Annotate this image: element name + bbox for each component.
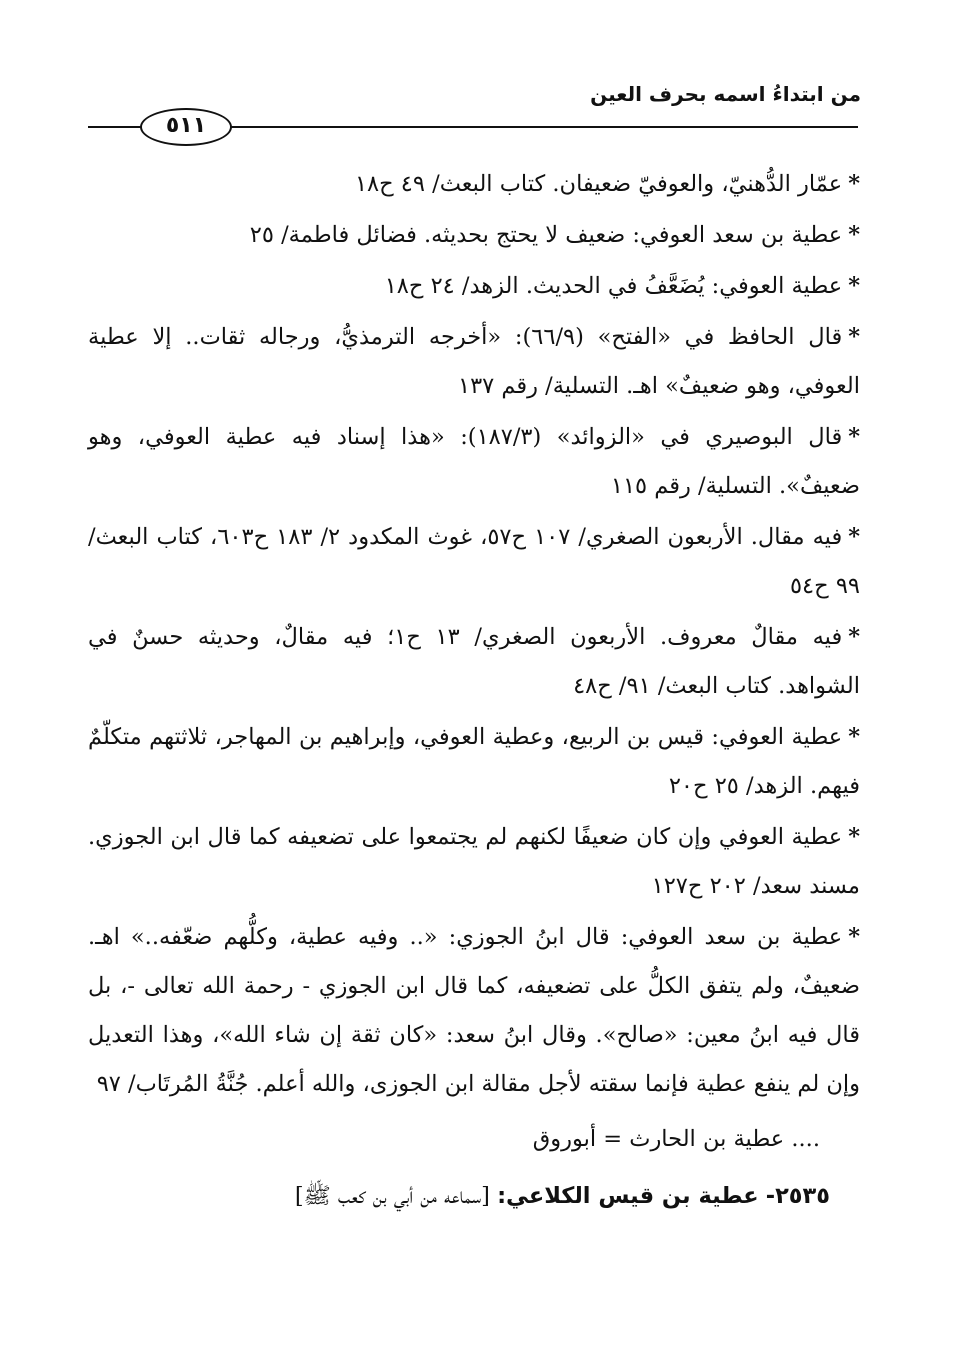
running-header-title: من ابتداءُ اسمه بحرف العين	[590, 82, 861, 106]
bullet-star: *	[848, 424, 860, 450]
entry-2	[88, 262, 860, 311]
entry-text: عطية بن سعد العوفي: ضعيف لا يحتج بحديثه. فضائل فاطمة/ ٢٥	[249, 222, 843, 248]
bullet-star: *	[848, 171, 860, 197]
bullet-star: *	[848, 273, 860, 299]
bullet-star: *	[848, 724, 860, 750]
entry-8	[88, 813, 860, 911]
entry-5	[88, 513, 860, 611]
entry-text: قال البوصيري في «الزوائد» (١٨٧/٣): «هذا إسناد فيه عطية العوفي، وهو ضعيفٌ». التسلية/ رقم ١١٥	[88, 424, 860, 499]
entry-text: عطية بن سعد العوفي: قال ابنُ الجوزي: «.. وفيه عطية، وكلُّهم ضعّفه..» اهـ. ضعيفٌ، ولم يتفق الكلُّ على تضعيفه، كما قال ابن الجوزي - رحمة الله تعالى -، بل قال فيه ابنُ معين: «صالح». وقال ابنُ سعد: «كان ثقة إن شاء الله»، وهذا التعديل وإن لم ينفع عطية فإنما سقته لأجل مقالة ابن الجوزى، والله أعلم. جُنَّةُ المُرتَاب/ ٩٧	[88, 924, 860, 1097]
next-entry	[88, 1172, 860, 1221]
page-number-badge: ٥١١	[140, 108, 232, 146]
cross-reference: .... عطية بن الحارث = أبوروق	[532, 1126, 820, 1152]
entry-note: [سماعه من أبي بن كعب ﷺ]	[294, 1183, 490, 1209]
bullet-star: *	[848, 222, 860, 248]
entry-4	[88, 413, 860, 511]
entry-6	[88, 613, 860, 711]
bullet-star: *	[848, 924, 860, 950]
bullet-star: *	[848, 624, 860, 650]
entry-7	[88, 713, 860, 811]
entry-text: قال الحافظ في «الفتح» (٦٦/٩): «أخرجه الترمذيُّ، ورجاله ثقات.. إلا عطية العوفي، وهو ضعيفٌ» اهـ. التسلية/ رقم ١٣٧	[88, 324, 860, 399]
entry-0	[88, 160, 860, 209]
entry-text: عطية العوفي وإن كان ضعيفًا لكنهم لم يجتمعوا على تضعيفه كما قال ابن الجوزي. مسند سعد/ ٢٠٢ ح١٢٧	[88, 824, 860, 899]
entry-name: عطية بن قيس الكلاعي:	[497, 1183, 759, 1209]
entry-9	[88, 913, 860, 1109]
entry-3	[88, 313, 860, 411]
document-body	[88, 160, 860, 1223]
entry-1	[88, 211, 860, 260]
entry-number: ٢٥٣٥-	[765, 1183, 830, 1209]
bullet-star: *	[848, 324, 860, 350]
entry-text: فيه مقالٌ معروف. الأربعون الصغري/ ١٣ ح١؛ فيه مقالٌ، وحديثه حسنٌ في الشواهد. كتاب البعث/ ٩١/ ح٤٨	[88, 624, 860, 699]
entry-text: عمّار الدُّهنيّ، والعوفيّ ضعيفان. كتاب البعث/ ٤٩ ح١٨	[354, 171, 843, 197]
bullet-star: *	[848, 824, 860, 850]
entry-text: فيه مقال. الأربعون الصغري/ ١٠٧ ح٥٧، غوث المكدود ٢/ ١٨٣ ح٦٠٣، كتاب البعث/ ٩٩ ح٥٤	[88, 524, 860, 599]
bullet-star: *	[848, 524, 860, 550]
entry-text: عطية العوفي: قيس بن الربيع، وعطية العوفي، وإبراهيم بن المهاجر، ثلاثتهم متكلّمٌ فيهم. الزهد/ ٢٥ ح٢٠	[88, 724, 860, 799]
entry-text: عطية العوفي: يُضَعَّفُ في الحديث. الزهد/ ٢٤ ح١٨	[384, 273, 843, 299]
